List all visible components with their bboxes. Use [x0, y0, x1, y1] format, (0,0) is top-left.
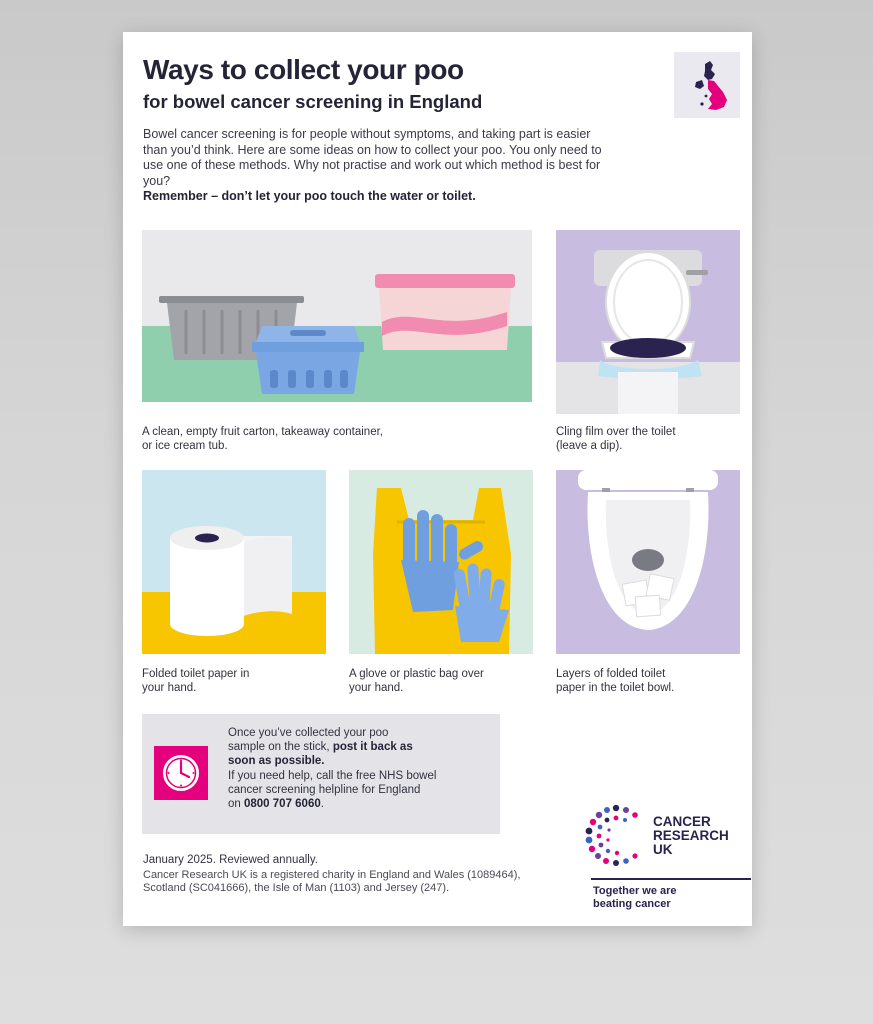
info-text: Once you’ve collected your poo sample on the stick, post it back as soon as possible. If you need help, call the free NHS bowel cancer screening helpline for England on 0800 707 6060.	[228, 727, 437, 811]
page-subtitle: for bowel cancer screening in England	[143, 91, 483, 112]
intro-reminder: Remember – don’t let your poo touch the water or toilet.	[143, 189, 476, 203]
logo-tagline: Together we are beating cancer	[593, 885, 677, 910]
footer	[143, 854, 533, 896]
containers-illustration	[142, 230, 532, 402]
toilet-cling-film-illustration	[556, 230, 740, 414]
helpline-number: 0800 707 6060	[244, 798, 321, 811]
intro-paragraph	[143, 127, 613, 205]
caption-cling-film: Cling film over the toilet (leave a dip).	[556, 426, 676, 452]
charity-notice: Cancer Research UK is a registered charity in England and Wales (1089464), Scotland (SC041666), the Isle of Man (1103) and Jersey (247).	[143, 868, 521, 894]
review-date: January 2025. Reviewed annually.	[143, 854, 318, 866]
toilet-bowl-paper-illustration	[556, 470, 740, 654]
caption-glove-bag: A glove or plastic bag over your hand.	[349, 668, 484, 694]
info-box	[142, 714, 500, 834]
intro-body: Bowel cancer screening is for people without symptoms, and taking part is easier than you’d think. Here are some ideas on how to collect your poo. You only need to use one of these methods. Why not practise and work out which method is best for you?	[143, 127, 602, 188]
toilet-roll-illustration	[142, 470, 326, 654]
caption-containers: A clean, empty fruit carton, takeaway container, or ice cream tub.	[142, 426, 383, 452]
uk-map-icon	[674, 52, 740, 118]
caption-toilet-paper: Folded toilet paper in your hand.	[142, 668, 250, 694]
clock-icon	[154, 746, 208, 800]
leaflet-page	[123, 32, 752, 926]
page-title: Ways to collect your poo	[143, 54, 464, 85]
glove-bag-illustration	[349, 470, 533, 654]
logo-divider	[591, 878, 751, 880]
logo-wordmark: CANCER RESEARCH UK	[653, 814, 729, 857]
logo-dots-icon	[583, 802, 649, 868]
caption-toilet-bowl: Layers of folded toilet paper in the toilet bowl.	[556, 668, 675, 694]
